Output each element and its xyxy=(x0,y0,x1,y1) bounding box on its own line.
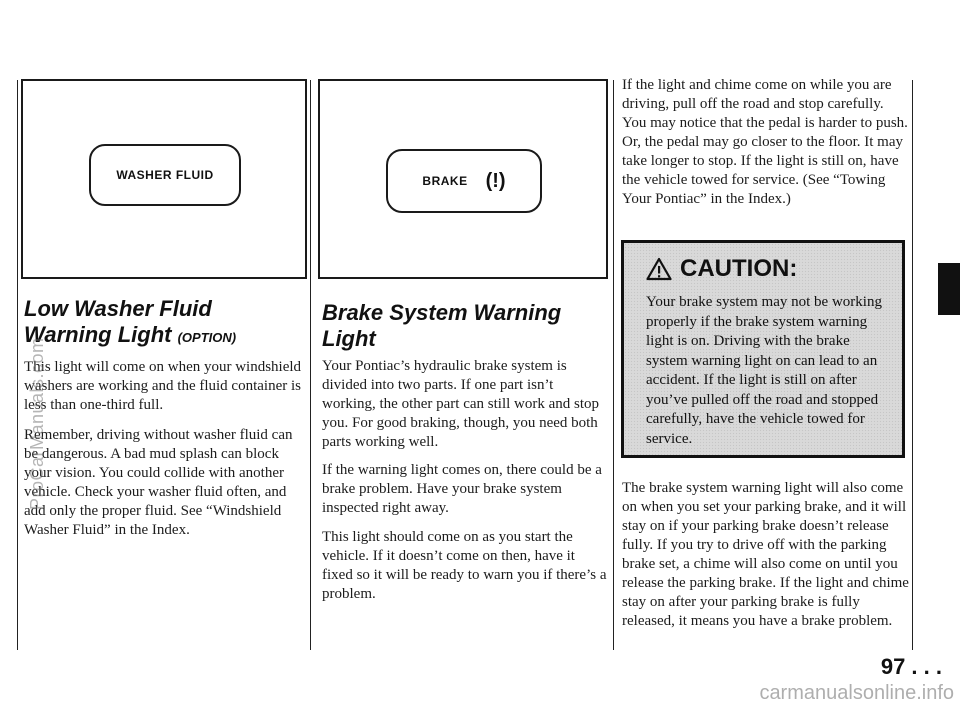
washer-fluid-indicator xyxy=(89,144,241,206)
washer-fluid-heading xyxy=(24,296,304,351)
brake-paragraph-1: Your Pontiac’s hydraulic brake system is divided into two parts. If one part isn’t working, the other part can still work and stop you. For good braking, though, you need both parts working well. xyxy=(322,358,600,450)
warning-triangle-icon xyxy=(646,257,672,281)
column-rule-far-right xyxy=(912,80,913,650)
brake-figure xyxy=(318,79,608,279)
washer-fluid-paragraph-1: This light will come on when your windshield washers are working and the fluid container is less than one-third full. xyxy=(24,359,302,413)
washer-fluid-heading-option: (OPTION) xyxy=(177,330,237,345)
brake-indicator xyxy=(386,149,542,213)
brake-heading xyxy=(322,300,606,352)
washer-fluid-heading-text: Low Washer Fluid Warning Light xyxy=(24,296,212,347)
brake-paragraph-2: If the warning light comes on, there could be a brake problem. Have your brake system inspected right away. xyxy=(322,462,602,516)
bottom-watermark: carmanualsonline.info xyxy=(759,682,954,704)
brake-indicator-label: BRAKE xyxy=(422,174,468,188)
caution-box xyxy=(621,240,905,458)
brake-warning-icon: (!) xyxy=(485,169,506,192)
caution-text: Your brake system may not be working properly if the brake system warning light is on. Driving with the brake system warning light on can lead to an accident. If the light is still on after you’ve pulled off the road and stopped carefully, have the vehicle towed for service. xyxy=(646,294,882,447)
column-rule-middle xyxy=(310,80,311,650)
section-tab-marker xyxy=(938,263,960,315)
brake-heading-text: Brake System Warning Light xyxy=(322,300,562,351)
caution-title-text: CAUTION: xyxy=(680,255,798,282)
washer-fluid-paragraph-2: Remember, driving without washer fluid can be dangerous. A bad mud splash can block your vision. You could collide with another vehicle. Check your washer fluid often, and add only the proper fluid. See “Windshield Washer Fluid” in the Index. xyxy=(24,427,293,538)
brake-paragraph-3: This light should come on as you start the vehicle. If it doesn’t come on then, have it fixed so it will be ready to warn you if there’s a problem. xyxy=(322,529,607,602)
column-rule-left xyxy=(17,80,18,650)
column-rule-right xyxy=(613,80,614,650)
vertical-watermark: ProCarManuals.com xyxy=(27,337,47,510)
brake-outro-paragraph: The brake system warning light will also come on when you set your parking brake, and it will stay on if your parking brake doesn’t release fully. If you try to drive off with the parking brake set, a chime will also come on until you release the parking brake. If the light and chime stay on after your parking brake is fully released, it means you have a brake problem. xyxy=(622,480,909,629)
caution-title xyxy=(646,255,888,283)
brake-intro-paragraph: If the light and chime come on while you are driving, pull off the road and stop carefully. You may notice that the pedal is harder to push. Or, the pedal may go closer to the floor. It may take longer to stop. If the light is still on, have the vehicle towed for service. (See “Towing Your Pontiac” in the Index.) xyxy=(622,77,908,207)
washer-fluid-indicator-label: WASHER FLUID xyxy=(116,168,214,182)
washer-fluid-figure xyxy=(21,79,307,279)
page-number: 97 . . . xyxy=(880,654,942,679)
